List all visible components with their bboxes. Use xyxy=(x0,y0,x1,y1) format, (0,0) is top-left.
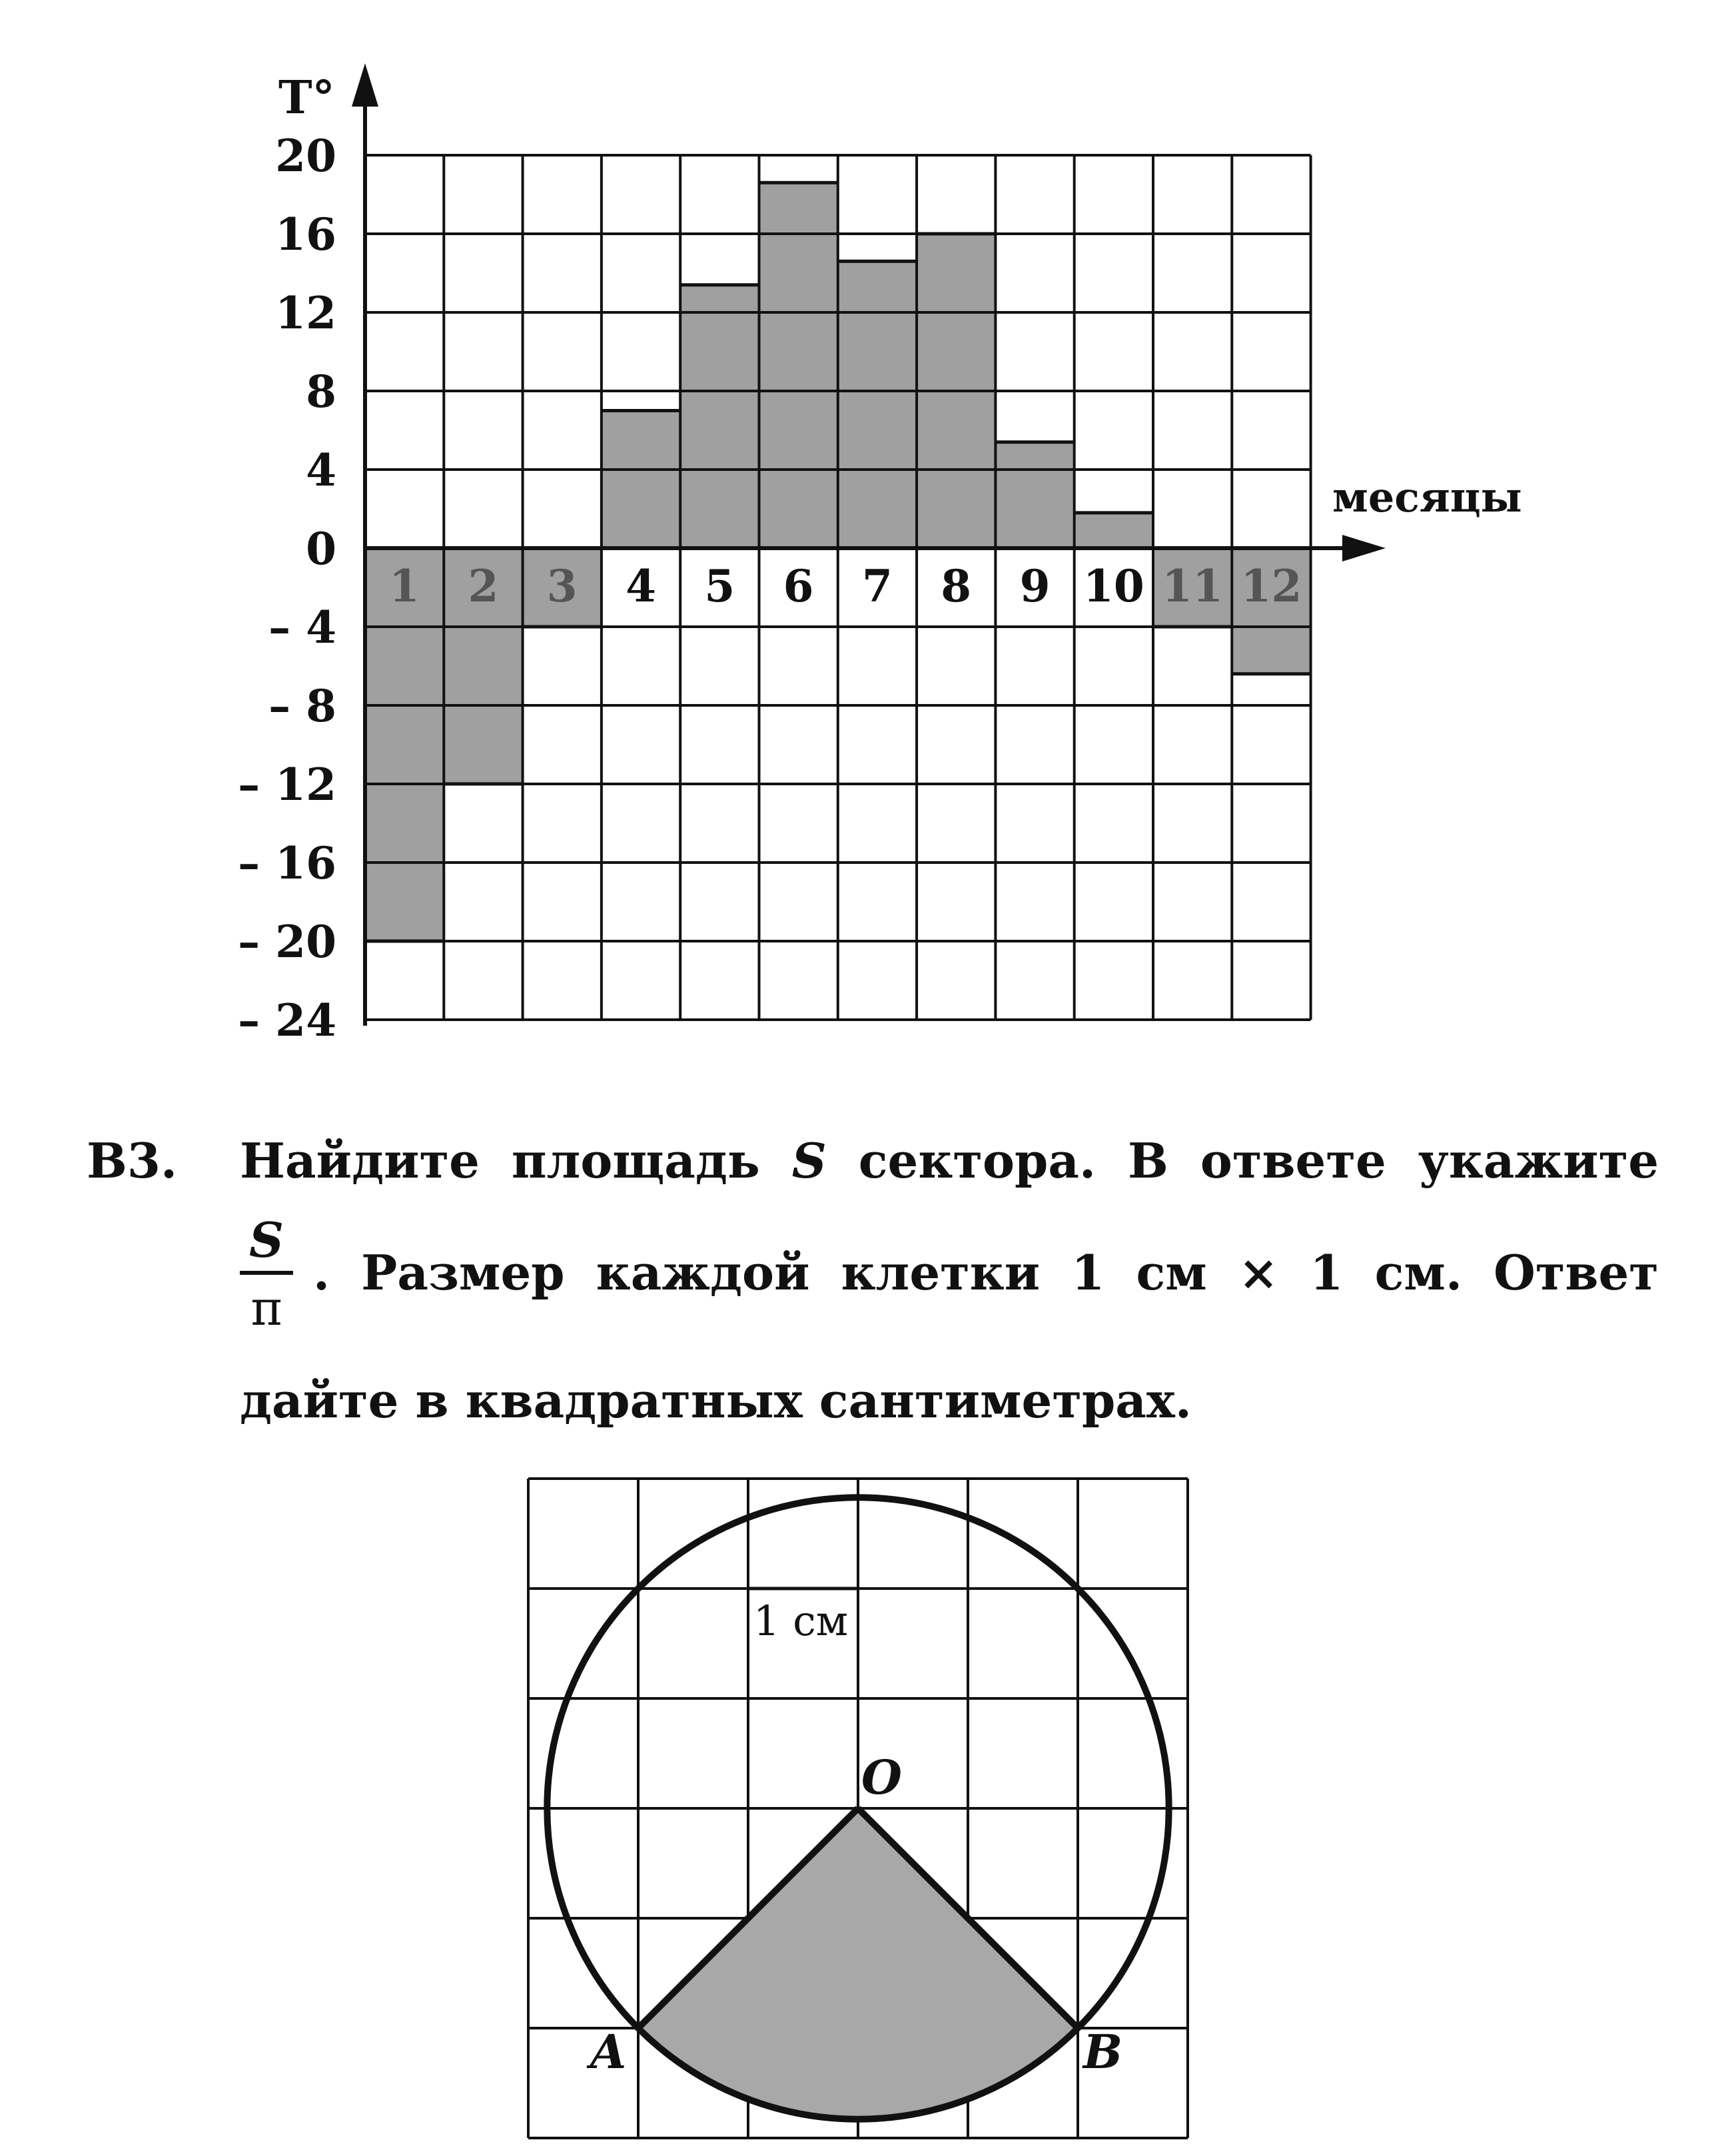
word: 1 xyxy=(1071,1244,1105,1301)
word: 1 xyxy=(1310,1244,1344,1301)
x-tick-label: 4 xyxy=(626,560,657,612)
y-axis-arrow xyxy=(352,63,378,107)
bar-month-10 xyxy=(1074,513,1153,548)
word: Ответ xyxy=(1494,1244,1659,1301)
word: В xyxy=(1128,1132,1168,1189)
x-axis-label: месяцы xyxy=(1332,473,1522,522)
circle xyxy=(547,1497,1168,2119)
y-axis-label: T° xyxy=(278,71,335,125)
word: клетки xyxy=(841,1244,1041,1301)
x-tick-label: 3 xyxy=(546,560,578,612)
word: . xyxy=(313,1244,330,1301)
word: Найдите xyxy=(240,1132,480,1189)
point-b-label: B xyxy=(1083,2024,1123,2079)
fraction-bar xyxy=(240,1271,293,1275)
x-tick-label: 8 xyxy=(941,560,972,612)
y-tick-label: 16 xyxy=(275,208,336,260)
problem-line-1 xyxy=(240,1132,1659,1189)
point-a-label: A xyxy=(590,2024,627,2079)
x-tick-label: 10 xyxy=(1082,560,1144,612)
bar-month-7 xyxy=(838,261,917,548)
y-tick-label: – 20 xyxy=(238,916,336,968)
word-variable-s: S xyxy=(791,1132,827,1189)
bar-month-5 xyxy=(680,285,759,548)
problem-number: В3. xyxy=(87,1132,178,1189)
problem-line-2 xyxy=(313,1244,1659,1301)
y-tick-label: 8 xyxy=(306,366,336,418)
y-tick-label: – 12 xyxy=(238,759,336,811)
y-tick-label: – 24 xyxy=(238,994,336,1046)
word: сектора. xyxy=(858,1132,1096,1189)
x-tick-label: 11 xyxy=(1162,560,1224,612)
fraction-denominator: π xyxy=(250,1280,282,1336)
x-axis-arrow xyxy=(1342,535,1386,561)
x-tick-label: 12 xyxy=(1240,560,1302,612)
y-tick-label: – 16 xyxy=(238,837,336,889)
word: площадь xyxy=(511,1132,760,1189)
word: Размер xyxy=(361,1244,565,1301)
y-tick-label: 4 xyxy=(306,444,336,496)
word: см. xyxy=(1374,1244,1463,1301)
radius-ob xyxy=(858,1808,1078,2028)
bar-month-6 xyxy=(759,182,838,548)
y-tick-labels xyxy=(238,130,336,1046)
y-tick-label: – 4 xyxy=(268,601,336,653)
word: см xyxy=(1136,1244,1207,1301)
bar-month-9 xyxy=(995,442,1074,548)
word: × xyxy=(1238,1244,1279,1301)
x-tick-label: 5 xyxy=(704,560,735,612)
point-o-label: O xyxy=(861,1750,902,1805)
fraction-s-over-pi xyxy=(240,1212,293,1336)
bar-month-4 xyxy=(602,411,680,549)
x-tick-label: 7 xyxy=(861,560,893,612)
word: ответе xyxy=(1200,1132,1386,1189)
word: каждой xyxy=(596,1244,810,1301)
y-tick-label: 12 xyxy=(275,287,336,339)
figure-grid xyxy=(528,1479,1188,2138)
x-tick-label: 1 xyxy=(389,560,420,612)
shaded-sector xyxy=(638,1808,1078,2119)
scale-label: 1 см xyxy=(753,1597,849,1645)
x-tick-label: 2 xyxy=(468,560,499,612)
x-tick-label: 6 xyxy=(783,560,814,612)
radius-oa xyxy=(638,1808,858,2028)
x-tick-label: 9 xyxy=(1019,560,1051,612)
y-tick-label: – 8 xyxy=(268,680,336,732)
word: укажите xyxy=(1418,1132,1659,1189)
y-tick-label: 20 xyxy=(275,130,336,182)
y-tick-label: 0 xyxy=(306,523,336,575)
fraction-numerator: S xyxy=(249,1212,284,1268)
problem-line-3: дайте в квадратных сантиметрах. xyxy=(240,1372,1192,1429)
